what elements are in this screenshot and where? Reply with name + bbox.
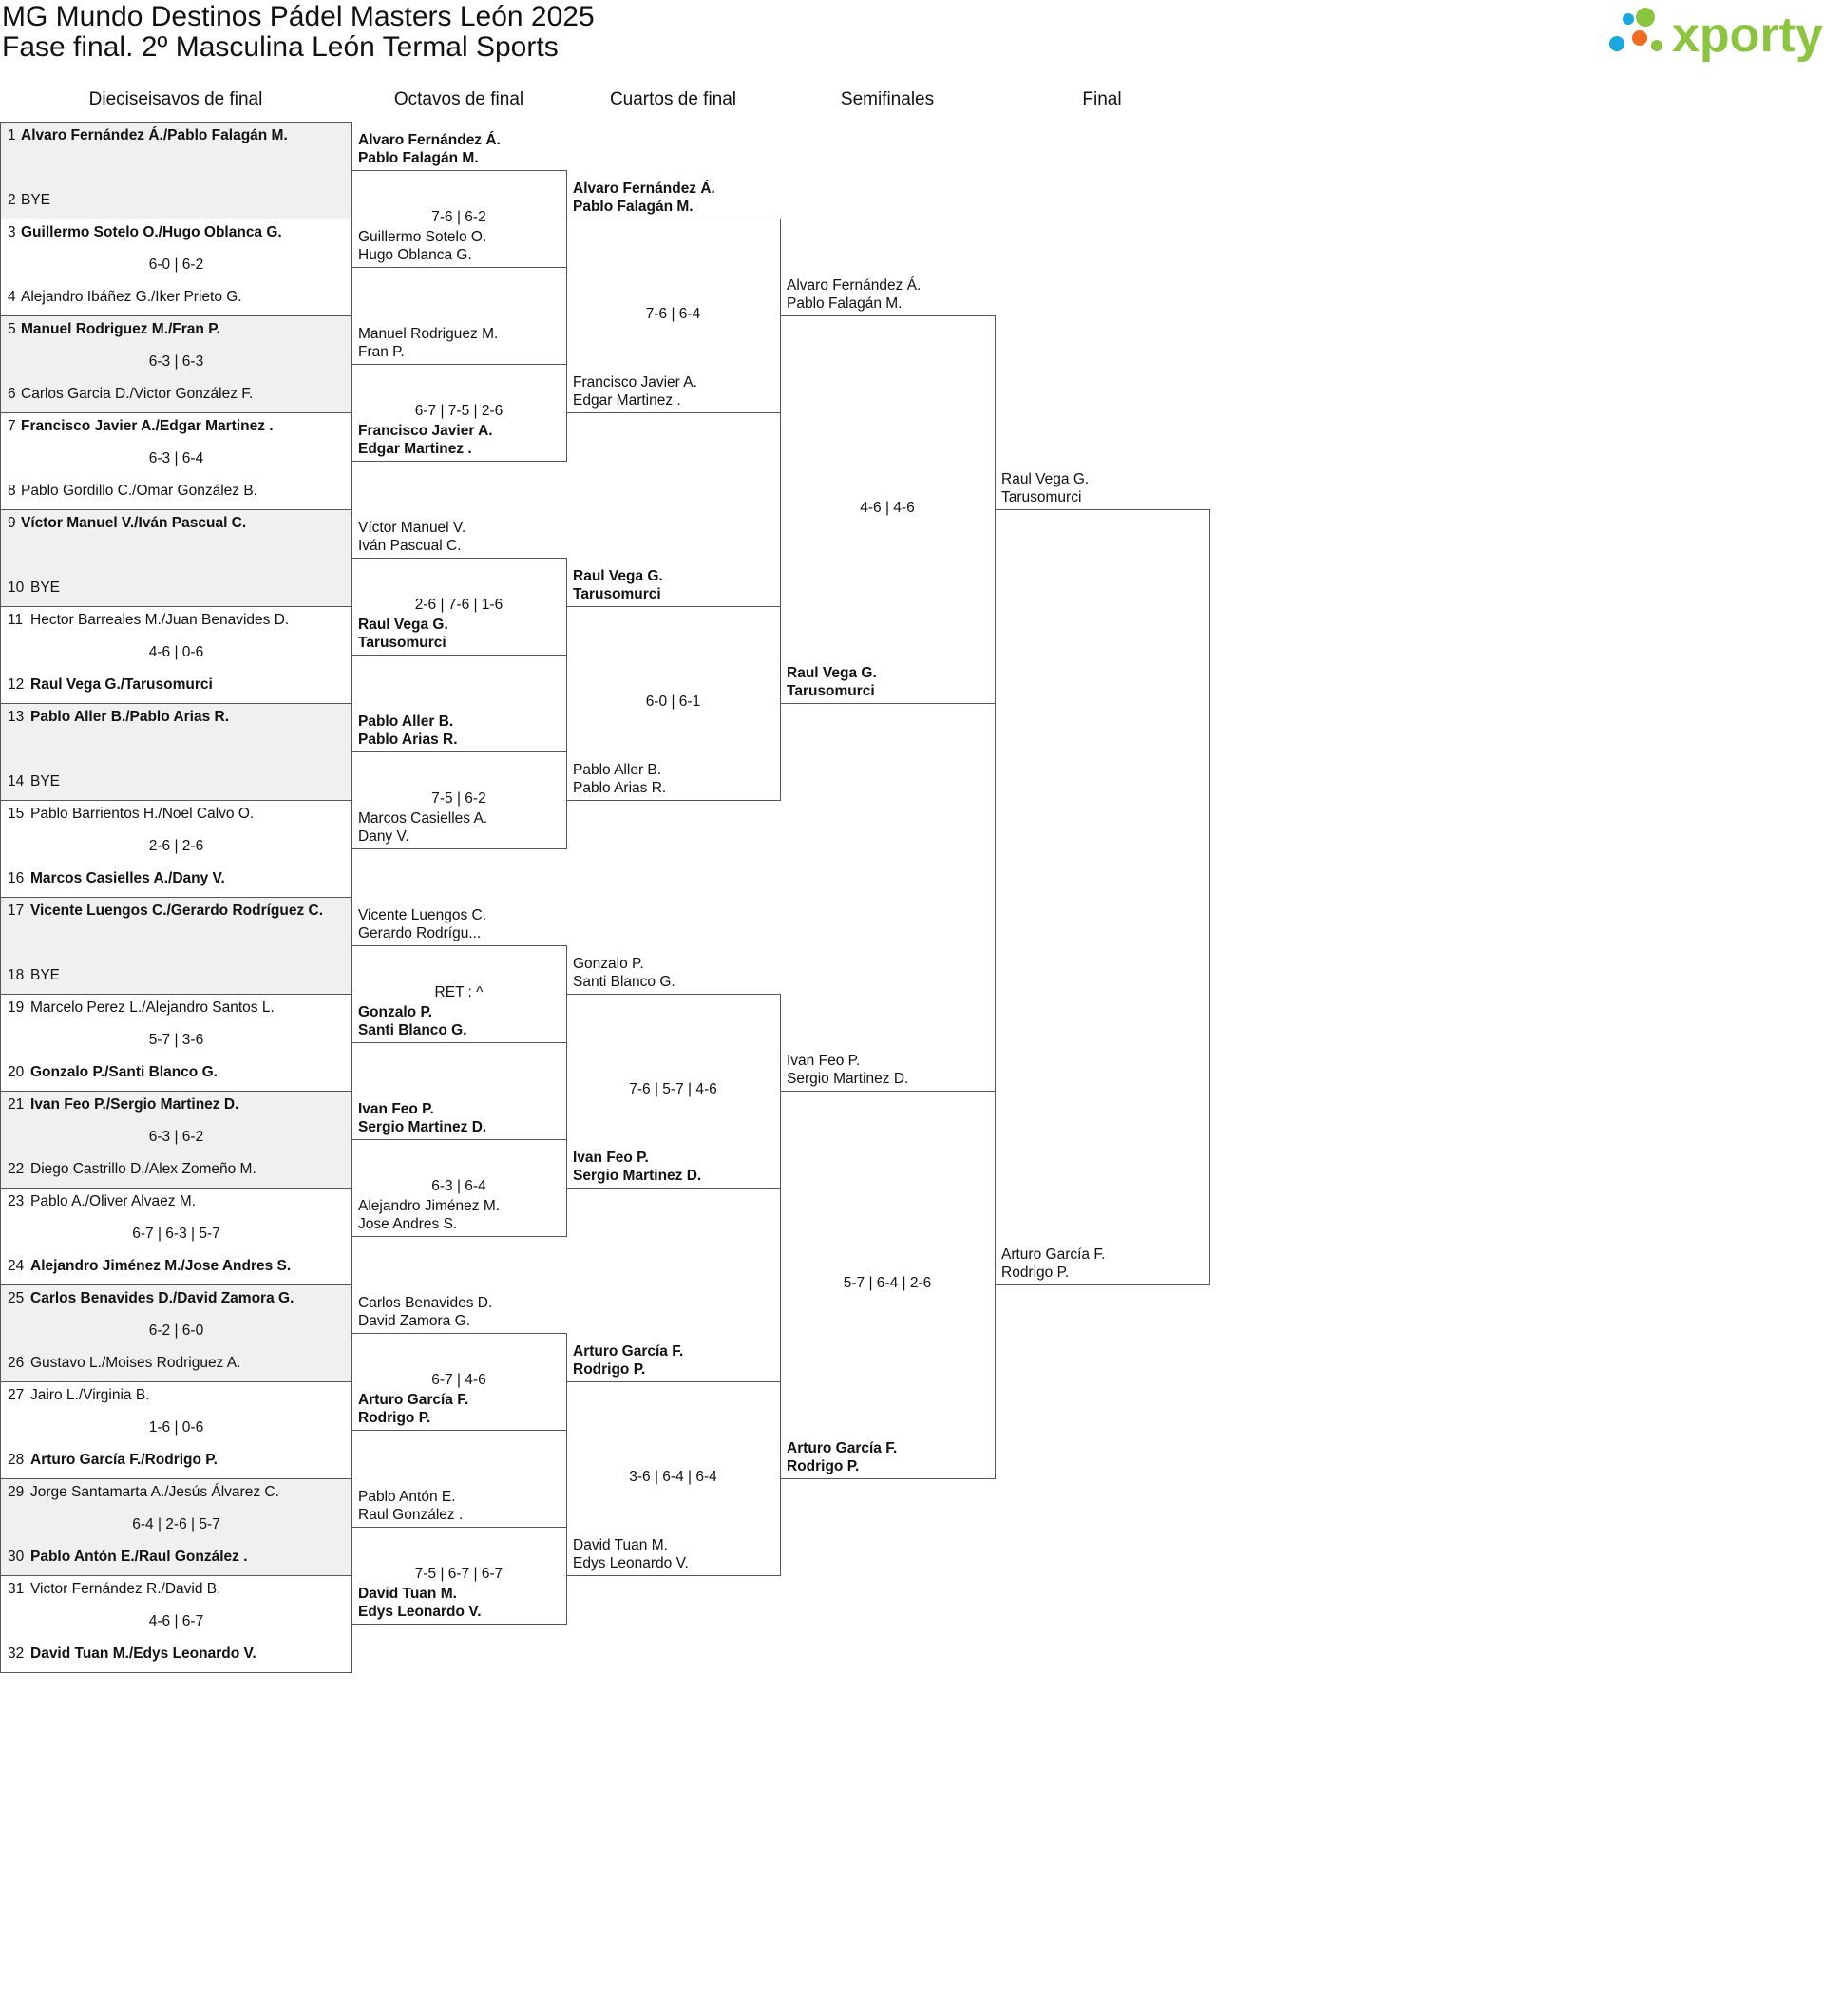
team-line[interactable]: Marcos Casielles A. (358, 810, 488, 827)
match-score: 7-6 | 6-2 (431, 209, 486, 225)
team-name[interactable]: Manuel Rodriguez M./Fran P. (21, 321, 220, 337)
team-line[interactable]: Sergio Martinez D. (358, 1119, 487, 1135)
seed-number: 27 (8, 1387, 25, 1403)
seed-number: 31 (8, 1581, 25, 1597)
team-line[interactable]: Ivan Feo P. (358, 1101, 434, 1117)
team-line[interactable]: Ivan Feo P. (573, 1150, 649, 1166)
team-name[interactable]: David Tuan M./Edys Leonardo V. (30, 1645, 256, 1662)
match-score: 7-5 | 6-7 | 6-7 (414, 1566, 504, 1582)
match-score: RET : ^ (434, 984, 484, 1000)
seed-number: 1 (8, 127, 16, 143)
team-name[interactable]: Víctor Manuel V./Iván Pascual C. (21, 515, 247, 531)
page-subtitle: Fase final. 2º Masculina León Termal Sports (2, 31, 559, 63)
team-line[interactable]: Rodrigo P. (358, 1410, 431, 1426)
team-name[interactable]: Pablo Gordillo C./Omar González B. (21, 483, 257, 499)
team-name[interactable]: BYE (21, 192, 51, 208)
team-line[interactable]: Ivan Feo P. (787, 1053, 861, 1069)
team-line[interactable]: Pablo Falagán M. (358, 150, 479, 166)
page-title: MG Mundo Destinos Pádel Masters León 2025 (2, 1, 595, 32)
seed-number: 15 (8, 806, 25, 822)
team-line[interactable]: Manuel Rodriguez M. (358, 326, 499, 342)
team-line[interactable]: Gerardo Rodrígu... (358, 925, 482, 941)
round-header: Semifinales (840, 89, 935, 109)
team-line[interactable]: Arturo García F. (1001, 1246, 1106, 1263)
team-line[interactable]: David Tuan M. (573, 1537, 668, 1553)
team-line[interactable]: Víctor Manuel V. (358, 520, 466, 536)
team-line[interactable]: Alvaro Fernández Á. (358, 132, 501, 148)
match-score: 4-6 | 0-6 (148, 644, 204, 660)
team-name[interactable]: Pablo A./Oliver Alvaez M. (30, 1193, 197, 1209)
seed-number: 4 (8, 289, 16, 305)
team-name[interactable]: Francisco Javier A./Edgar Martinez . (21, 418, 274, 434)
team-line[interactable]: Francisco Javier A. (573, 374, 697, 390)
team-name[interactable]: Diego Castrillo D./Alex Zomeño M. (30, 1161, 256, 1177)
team-line[interactable]: Raul Vega G. (1001, 471, 1090, 487)
team-line[interactable]: Tarusomurci (573, 586, 661, 602)
seed-number: 2 (8, 192, 16, 208)
seed-number: 20 (8, 1064, 25, 1080)
team-line[interactable]: Tarusomurci (1001, 489, 1082, 505)
match-score: 4-6 | 6-7 (148, 1613, 204, 1629)
match-score: 7-5 | 6-2 (431, 790, 486, 807)
round-header: Final (1082, 89, 1122, 109)
team-line[interactable]: Pablo Falagán M. (573, 199, 694, 215)
seed-number: 8 (8, 483, 16, 499)
team-line[interactable]: Pablo Falagán M. (787, 295, 902, 312)
team-name[interactable]: Alvaro Fernández Á./Pablo Falagán M. (21, 127, 288, 143)
team-line[interactable]: Alvaro Fernández Á. (573, 181, 715, 197)
seed-number: 13 (8, 709, 25, 725)
team-line[interactable]: Carlos Benavides D. (358, 1295, 493, 1311)
seed-number: 18 (8, 967, 25, 983)
team-line[interactable]: Sergio Martinez D. (573, 1168, 702, 1184)
match-score: 6-0 | 6-2 (148, 257, 204, 273)
match-score: 6-7 | 6-3 | 5-7 (132, 1226, 220, 1242)
team-line[interactable]: Arturo García F. (787, 1440, 898, 1456)
xporty-logo (1606, 4, 1824, 65)
team-name[interactable]: Guillermo Sotelo O./Hugo Oblanca G. (21, 224, 282, 240)
team-name[interactable]: Gustavo L./Moises Rodriguez A. (30, 1355, 241, 1371)
team-line[interactable]: Raul Vega G. (573, 568, 663, 584)
team-line[interactable]: Pablo Antón E. (358, 1489, 456, 1505)
team-name[interactable]: BYE (30, 967, 61, 983)
team-name[interactable]: Gonzalo P./Santi Blanco G. (30, 1064, 218, 1080)
team-line[interactable]: Pablo Aller B. (358, 713, 454, 730)
round-header: Octavos de final (393, 89, 524, 109)
team-line[interactable]: Santi Blanco G. (358, 1022, 467, 1038)
seed-number: 11 (8, 612, 24, 628)
seed-number: 16 (8, 870, 25, 886)
match-score: 2-6 | 2-6 (148, 838, 204, 854)
seed-number: 32 (8, 1645, 25, 1662)
match-score: 5-7 | 6-4 | 2-6 (843, 1275, 932, 1291)
seed-number: 10 (8, 580, 25, 596)
match-score: 6-2 | 6-0 (148, 1322, 204, 1339)
team-line[interactable]: Edgar Martinez . (573, 392, 681, 409)
team-line[interactable]: Pablo Arias R. (573, 780, 667, 796)
seed-number: 29 (8, 1484, 25, 1500)
seed-number: 21 (8, 1096, 25, 1113)
team-line[interactable]: Tarusomurci (787, 683, 875, 699)
seed-number: 7 (8, 418, 16, 434)
team-line[interactable]: Guillermo Sotelo O. (358, 229, 487, 245)
team-line[interactable]: Arturo García F. (358, 1392, 469, 1408)
seed-number: 19 (8, 999, 25, 1016)
team-line[interactable]: Rodrigo P. (1001, 1265, 1070, 1281)
team-line[interactable]: Gonzalo P. (573, 956, 644, 972)
seed-number: 17 (8, 903, 25, 919)
team-name[interactable]: Ivan Feo P./Sergio Martinez D. (30, 1096, 239, 1113)
seed-number: 6 (8, 386, 16, 402)
match-score: 6-3 | 6-3 (148, 353, 204, 370)
team-line[interactable]: David Tuan M. (358, 1586, 457, 1602)
match-score: 4-6 | 4-6 (860, 500, 915, 516)
team-line[interactable]: Jose Andres S. (358, 1216, 458, 1232)
team-line[interactable]: Raul Vega G. (358, 617, 448, 633)
team-line[interactable]: Pablo Arias R. (358, 732, 458, 748)
team-line[interactable]: Edgar Martinez . (358, 441, 472, 457)
team-line[interactable]: Pablo Aller B. (573, 762, 662, 778)
match-score: 6-7 | 4-6 (431, 1372, 486, 1388)
bracket-connector (995, 509, 1210, 1285)
match-score: 6-0 | 6-1 (645, 694, 701, 710)
team-line[interactable]: Edys Leonardo V. (573, 1555, 689, 1571)
match-score: 3-6 | 6-4 | 6-4 (629, 1469, 717, 1485)
team-name[interactable]: Pablo Barrientos H./Noel Calvo O. (30, 806, 255, 822)
team-name[interactable]: BYE (30, 580, 61, 596)
team-name[interactable]: Pablo Antón E./Raul González . (30, 1549, 248, 1565)
team-name[interactable]: Alejandro Jiménez M./Jose Andres S. (30, 1258, 292, 1274)
team-line[interactable]: Sergio Martinez D. (787, 1071, 909, 1087)
team-line[interactable]: Arturo García F. (573, 1343, 684, 1360)
team-line[interactable]: Hugo Oblanca G. (358, 247, 472, 263)
team-name[interactable]: Jairo L./Virginia B. (30, 1387, 150, 1403)
match-score: 2-6 | 7-6 | 1-6 (414, 597, 504, 613)
seed-number: 3 (8, 224, 16, 240)
team-line[interactable]: Tarusomurci (358, 635, 446, 651)
team-line[interactable]: Iván Pascual C. (358, 538, 462, 554)
match-score: 1-6 | 0-6 (148, 1419, 204, 1436)
round-header: Cuartos de final (609, 89, 737, 109)
team-name[interactable]: Victor Fernández R./David B. (30, 1581, 221, 1597)
seed-number: 30 (8, 1549, 25, 1565)
team-line[interactable]: Francisco Javier A. (358, 423, 493, 439)
team-name[interactable]: Arturo García F./Rodrigo P. (30, 1452, 218, 1468)
team-name[interactable]: Carlos Benavides D./David Zamora G. (30, 1290, 294, 1306)
team-name[interactable]: Alejandro Ibáñez G./Iker Prieto G. (21, 289, 242, 305)
match-score: 6-7 | 7-5 | 2-6 (414, 403, 504, 419)
team-name[interactable]: Marcelo Perez L./Alejandro Santos L. (30, 999, 275, 1016)
seed-number: 14 (8, 773, 25, 789)
round-header: Dieciseisavos de final (88, 89, 263, 109)
seed-number: 28 (8, 1452, 25, 1468)
team-name[interactable]: Pablo Aller B./Pablo Arias R. (30, 709, 230, 725)
team-line[interactable]: Dany V. (358, 828, 409, 845)
seed-number: 9 (8, 515, 16, 531)
seed-number: 12 (8, 676, 25, 693)
seed-number: 24 (8, 1258, 25, 1274)
seed-number: 5 (8, 321, 16, 337)
team-line[interactable]: Alvaro Fernández Á. (787, 277, 922, 294)
team-line[interactable]: Santi Blanco G. (573, 974, 675, 990)
team-name[interactable]: Jorge Santamarta A./Jesús Álvarez C. (30, 1484, 279, 1500)
seed-number: 23 (8, 1193, 25, 1209)
team-line[interactable]: Fran P. (358, 344, 405, 360)
team-name[interactable]: Carlos Garcia D./Victor González F. (21, 386, 254, 402)
team-line[interactable]: Raul González . (358, 1507, 464, 1523)
match-score: 5-7 | 3-6 (148, 1032, 204, 1048)
match-score: 6-3 | 6-4 (148, 450, 204, 466)
team-name[interactable]: Raul Vega G./Tarusomurci (30, 676, 213, 693)
match-score: 7-6 | 5-7 | 4-6 (629, 1081, 717, 1097)
team-name[interactable]: Marcos Casielles A./Dany V. (30, 870, 225, 886)
seed-number: 25 (8, 1290, 25, 1306)
team-line[interactable]: Gonzalo P. (358, 1004, 433, 1020)
match-score: 6-3 | 6-2 (148, 1129, 204, 1145)
seed-number: 26 (8, 1355, 25, 1371)
logo-text: xporty (1672, 8, 1823, 63)
seed-number: 22 (8, 1161, 25, 1177)
team-line[interactable]: Edys Leonardo V. (358, 1604, 482, 1620)
team-line[interactable]: Vicente Luengos C. (358, 907, 487, 923)
team-name[interactable]: Vicente Luengos C./Gerardo Rodríguez C. (30, 903, 324, 919)
team-name[interactable]: Hector Barreales M./Juan Benavides D. (30, 612, 290, 628)
team-line[interactable]: Alejandro Jiménez M. (358, 1198, 501, 1214)
match-score: 6-4 | 2-6 | 5-7 (132, 1516, 220, 1532)
match-score: 7-6 | 6-4 (645, 306, 701, 322)
match-score: 6-3 | 6-4 (431, 1178, 486, 1194)
team-line[interactable]: Raul Vega G. (787, 665, 877, 681)
team-name[interactable]: BYE (30, 773, 61, 789)
team-line[interactable]: David Zamora G. (358, 1313, 471, 1329)
team-line[interactable]: Rodrigo P. (573, 1361, 646, 1378)
team-line[interactable]: Rodrigo P. (787, 1458, 860, 1474)
